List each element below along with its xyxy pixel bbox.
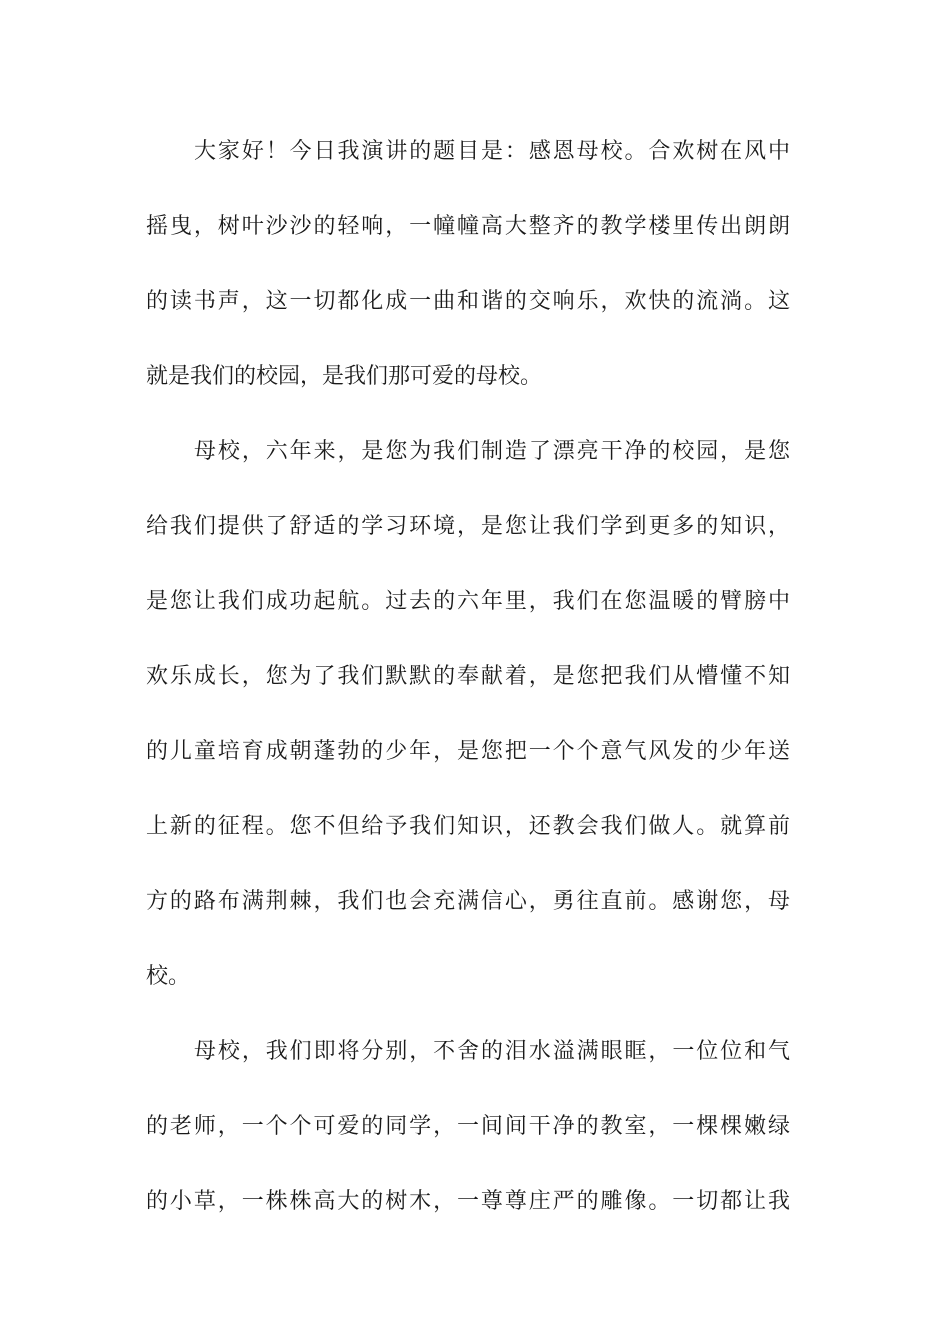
paragraph-2-line-2: 给我们提供了舒适的学习环境，是您让我们学到更多的知识， bbox=[146, 514, 790, 539]
paragraph-2-line-7: 方的路布满荆棘，我们也会充满信心，勇往直前。感谢您，母 bbox=[146, 889, 790, 914]
paragraph-2-line-6: 上新的征程。您不但给予我们知识，还教会我们做人。就算前 bbox=[146, 814, 790, 839]
paragraph-1-line-2: 摇曳，树叶沙沙的轻响，一幢幢高大整齐的教学楼里传出朗朗 bbox=[146, 214, 790, 239]
paragraph-1-line-1: 大家好！今日我演讲的题目是：感恩母校。合欢树在风中 bbox=[194, 139, 790, 164]
paragraph-2-line-5: 的儿童培育成朝蓬勃的少年，是您把一个个意气风发的少年送 bbox=[146, 739, 790, 764]
paragraph-2-line-3: 是您让我们成功起航。过去的六年里，我们在您温暖的臂膀中 bbox=[146, 589, 790, 614]
paragraph-3-line-1: 母校，我们即将分别，不舍的泪水溢满眼眶，一位位和气 bbox=[194, 1039, 790, 1064]
paragraph-2-line-8: 校。 bbox=[146, 964, 191, 989]
paragraph-2-line-4: 欢乐成长，您为了我们默默的奉献着，是您把我们从懵懂不知 bbox=[146, 664, 790, 689]
paragraph-2-line-1: 母校，六年来，是您为我们制造了漂亮干净的校园，是您 bbox=[194, 439, 790, 464]
paragraph-3-line-2: 的老师，一个个可爱的同学，一间间干净的教室，一棵棵嫩绿 bbox=[146, 1114, 790, 1139]
paragraph-1-line-4: 就是我们的校园，是我们那可爱的母校。 bbox=[146, 364, 543, 389]
paragraph-1-line-3: 的读书声，这一切都化成一曲和谐的交响乐，欢快的流淌。这 bbox=[146, 289, 790, 314]
paragraph-3-line-3: 的小草，一株株高大的树木，一尊尊庄严的雕像。一切都让我 bbox=[146, 1189, 790, 1214]
